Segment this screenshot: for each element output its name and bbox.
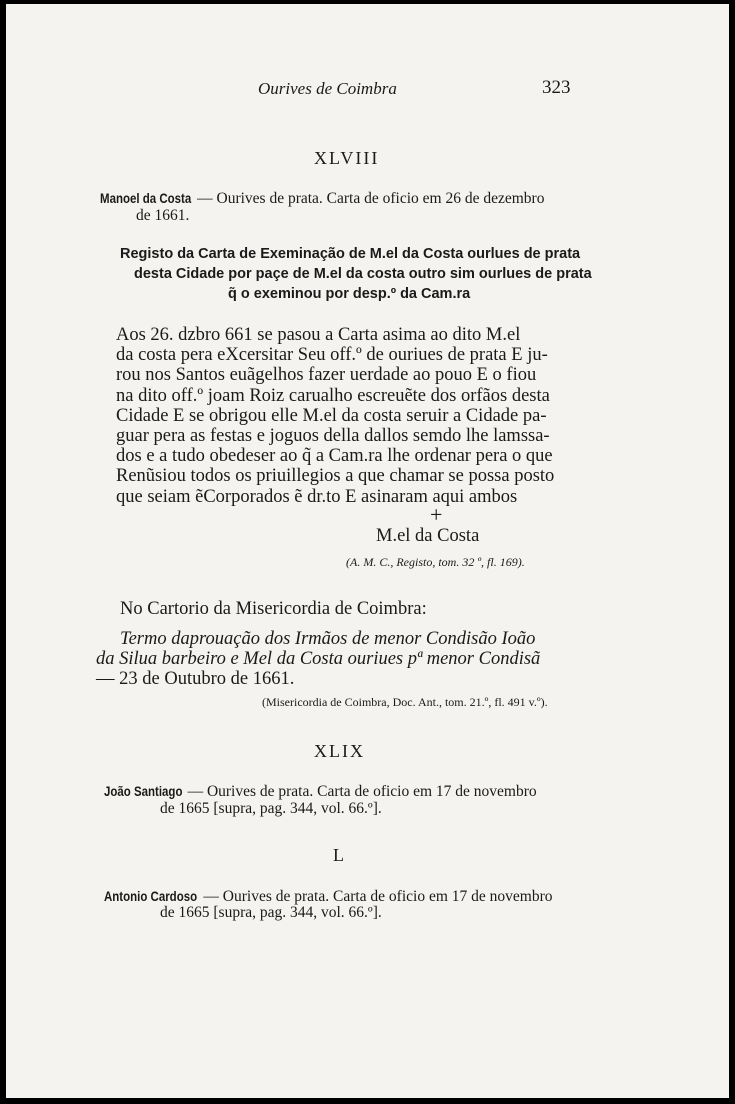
entry-name: João Santiago [104, 783, 183, 799]
entry-text: — Ourives de prata. Carta de oficio em 17 de novembro [199, 888, 553, 905]
entry-text-cont: de 1665 [supra, pag. 344, vol. 66.º]. [160, 904, 382, 921]
document-line: Aos 26. dzbro 661 se pasou a Carta asima ao dito M.el [116, 325, 521, 345]
entry-name: Manoel da Costa [100, 190, 192, 206]
document-line: na dito off.º joam Roiz carualho escreuẽte dos orfãos desta [116, 385, 550, 406]
document-transcription [116, 325, 586, 507]
page-number: 323 [542, 77, 571, 98]
document-line: Renũsiou todos os priuillegios a que chamar se possa posto [116, 466, 555, 487]
document-line: que seiam ẽCorporados ẽ dr.to E asinaram aqui ambos [116, 486, 518, 507]
cross-mark: + [430, 502, 443, 527]
section-numeral-xlix: XLIX [314, 741, 365, 761]
document-line: rou nos Santos euãgelhos fazer uerdade ao pouo E o fiou [116, 365, 537, 386]
entry-text-cont: de 1665 [supra, pag. 344, vol. 66.º]. [160, 800, 382, 817]
registo-heading-line: q̃ o exeminou por desp.º da Cam.ra [228, 286, 471, 302]
misericordia-intro: No Cartorio da Misericordia de Coimbra: [120, 599, 427, 619]
entry-text: — Ourives de prata. Carta de oficio em 26 de dezembro [193, 190, 545, 207]
document-line: Cidade E se obrigou elle M.el da costa seruir a Cidade pa- [116, 405, 547, 426]
section-numeral-xlviii: XLVIII [314, 148, 380, 168]
running-title: Ourives de Coimbra [258, 79, 397, 98]
registo-heading-line: desta Cidade por paçe de M.el da costa outro sim ourlues de prata [134, 266, 592, 282]
registo-heading-line: Registo da Carta de Exeminação de M.el da Costa ourlues de prata [120, 246, 581, 262]
signature: M.el da Costa [376, 526, 480, 546]
entry-name: Antonio Cardoso [104, 888, 198, 904]
document-line: guar pera as festas e joguos della dallos semdo lhe lamssa- [116, 426, 550, 447]
termo-line: Termo daprouação dos Irmãos de menor Condisão Ioão [120, 629, 536, 649]
document-line: dos e a tudo obedeser ao q̃ a Cam.ra lhe ordenar pera o que [116, 446, 553, 467]
termo-line: — 23 de Outubro de 1661. [96, 669, 295, 689]
entry-text: — Ourives de prata. Carta de oficio em 17 de novembro [183, 783, 537, 800]
entry-text-cont: de 1661. [136, 207, 190, 224]
document-page [6, 4, 729, 1098]
registo-citation: (A. M. C., Registo, tom. 32 º, fl. 169). [346, 555, 525, 569]
misericordia-citation: (Misericordia de Coimbra, Doc. Ant., tom. 21.º, fl. 491 v.º). [262, 695, 548, 709]
section-numeral-l: L [333, 845, 346, 865]
termo-line: da Silua barbeiro e Mel da Costa ouriues pª menor Condisã [96, 649, 541, 669]
document-line: da costa pera eXcersitar Seu off.º de ouriues de prata E ju- [116, 345, 548, 366]
